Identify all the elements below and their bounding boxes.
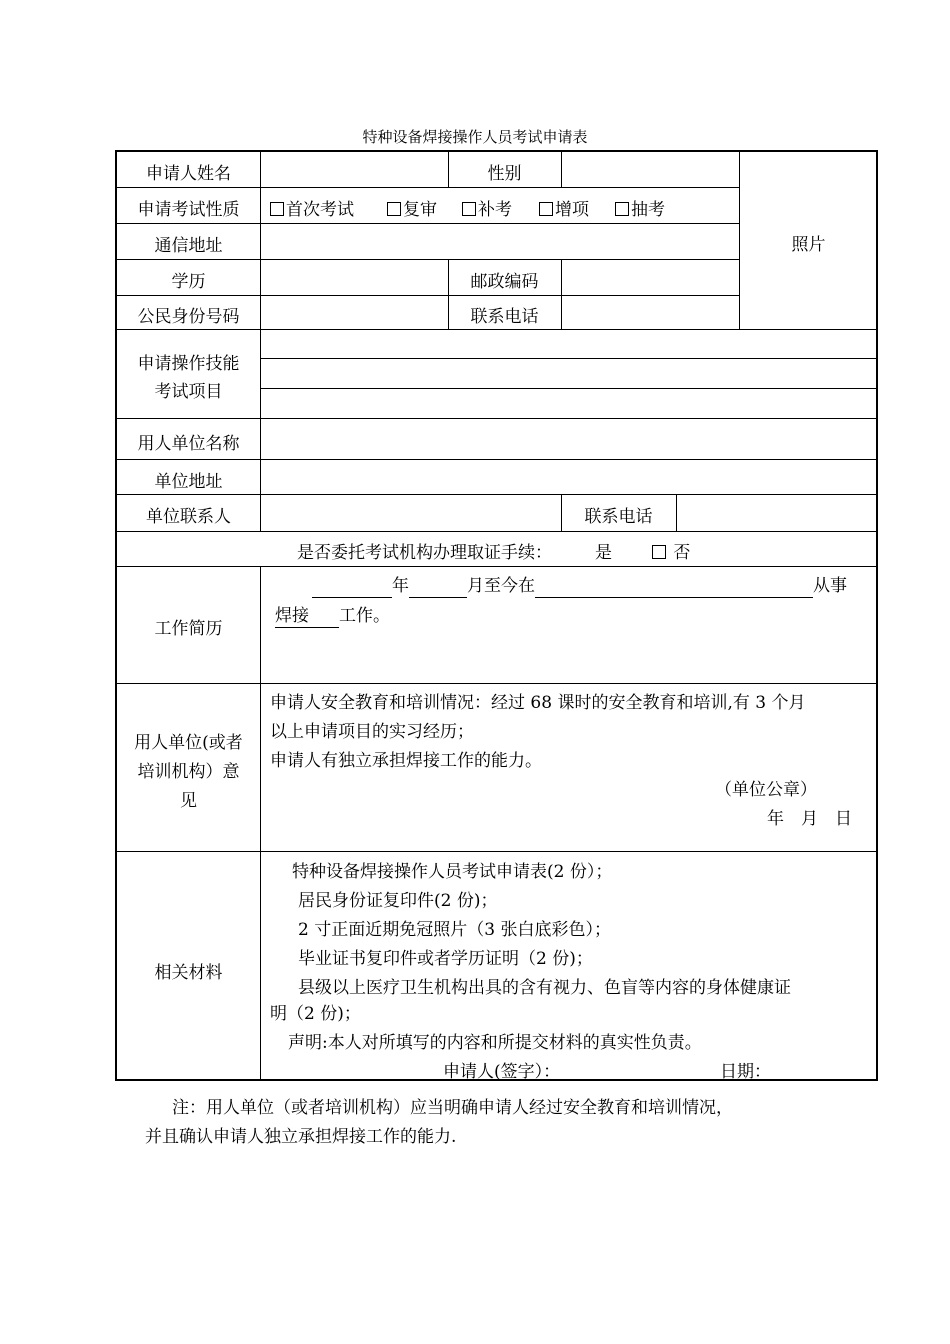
row-divider (260, 388, 878, 389)
label-postcode: 邮政编码 (470, 272, 539, 292)
exam-option-first[interactable]: 首次考试 (270, 199, 354, 221)
opinion-seal: （单位公章） (715, 780, 817, 800)
row-divider (117, 459, 878, 460)
label-skill-items-1: 申请操作技能 (137, 354, 240, 374)
row-divider (117, 531, 878, 532)
label-photo: 照片 (791, 235, 826, 255)
label-opinion-2: 培训机构）意 (137, 762, 240, 782)
start-month-field[interactable] (409, 575, 467, 598)
materials-item-3: 2 寸正面近期免冠照片（3 张白底彩色）； (298, 920, 611, 940)
opinion-date: 年 月 日 (767, 809, 852, 829)
row-divider (117, 851, 878, 852)
col-divider (561, 259, 562, 329)
signature-date: 日期： (720, 1062, 771, 1082)
row-divider (117, 329, 878, 330)
start-year-field[interactable] (312, 575, 392, 598)
label-employer-contact: 单位联系人 (146, 507, 231, 527)
work-history-line1: 年 月至今在 从事 (312, 575, 847, 598)
entrust-question: 是否委托考试机构办理取证手续： (297, 543, 552, 563)
exam-option-spot-check[interactable]: 抽考 (615, 199, 665, 221)
label-exam-type: 申请考试性质 (137, 200, 240, 220)
applicant-signature: 申请人(签字）： (443, 1062, 561, 1082)
checkbox-icon[interactable] (270, 202, 284, 216)
row-divider (117, 566, 878, 567)
label-opinion-3: 见 (180, 791, 197, 811)
exam-option-review[interactable]: 复审 (387, 199, 437, 221)
row-divider (117, 187, 739, 188)
checkbox-icon[interactable] (539, 202, 553, 216)
opinion-line-3: 申请人有独立承担焊接工作的能力。 (270, 751, 542, 771)
label-education: 学历 (171, 272, 206, 292)
label-phone: 联系电话 (470, 307, 539, 327)
col-divider (260, 566, 261, 1081)
label-employer: 用人单位名称 (137, 434, 240, 454)
materials-item-4: 毕业证书复印件或者学历证明（2 份)； (298, 949, 593, 969)
col-divider (676, 494, 677, 531)
exam-option-makeup[interactable]: 补考 (462, 199, 512, 221)
entrust-yes: 是 (595, 543, 612, 563)
row-divider (117, 683, 878, 684)
label-materials: 相关材料 (154, 963, 223, 983)
row-divider (117, 223, 739, 224)
entrust-no-option[interactable]: 否 (652, 542, 690, 564)
col-divider (260, 152, 261, 531)
row-divider (260, 358, 878, 359)
checkbox-icon[interactable] (387, 202, 401, 216)
label-gender: 性别 (487, 164, 522, 184)
materials-declaration: 声明:本人对所填写的内容和所提交材料的真实性负责。 (288, 1033, 702, 1053)
label-id-number: 公民身份号码 (137, 307, 240, 327)
checkbox-icon[interactable] (652, 545, 666, 559)
exam-option-additional[interactable]: 增项 (539, 199, 589, 221)
materials-item-6: 明（2 份)； (270, 1004, 361, 1024)
opinion-line-2: 以上申请项目的实习经历； (270, 722, 474, 742)
label-employer-address: 单位地址 (154, 472, 223, 492)
label-opinion-1: 用人单位(或者 (134, 733, 243, 753)
form-title: 特种设备焊接操作人员考试申请表 (362, 128, 588, 146)
materials-item-2: 居民身份证复印件(2 份)； (298, 891, 498, 911)
label-skill-items-2: 考试项目 (154, 382, 223, 402)
application-form (115, 150, 878, 1081)
trade-field[interactable]: 焊接 (275, 605, 339, 628)
label-work-history: 工作简历 (154, 619, 223, 639)
row-divider (117, 494, 878, 495)
workplace-field[interactable] (535, 575, 813, 598)
opinion-line-1: 申请人安全教育和培训情况：经过 68 课时的安全教育和培训,有 3 个月 (270, 693, 806, 713)
row-divider (117, 259, 739, 260)
row-divider (117, 295, 739, 296)
note-line-2: 并且确认申请人独立承担焊接工作的能力. (145, 1127, 457, 1147)
label-employer-phone: 联系电话 (584, 507, 653, 527)
checkbox-icon[interactable] (615, 202, 629, 216)
col-divider (561, 152, 562, 187)
row-divider (117, 418, 878, 419)
label-applicant-name: 申请人姓名 (146, 164, 231, 184)
materials-item-1: 特种设备焊接操作人员考试申请表(2 份）； (292, 862, 613, 882)
materials-item-5: 县级以上医疗卫生机构出具的含有视力、色盲等内容的身体健康证 (298, 978, 791, 998)
checkbox-icon[interactable] (462, 202, 476, 216)
note-line-1: 注：用人单位（或者培训机构）应当明确申请人经过安全教育和培训情况， (172, 1098, 733, 1118)
label-address: 通信地址 (154, 236, 223, 256)
work-history-line2: 焊接 工作。 (275, 606, 390, 626)
